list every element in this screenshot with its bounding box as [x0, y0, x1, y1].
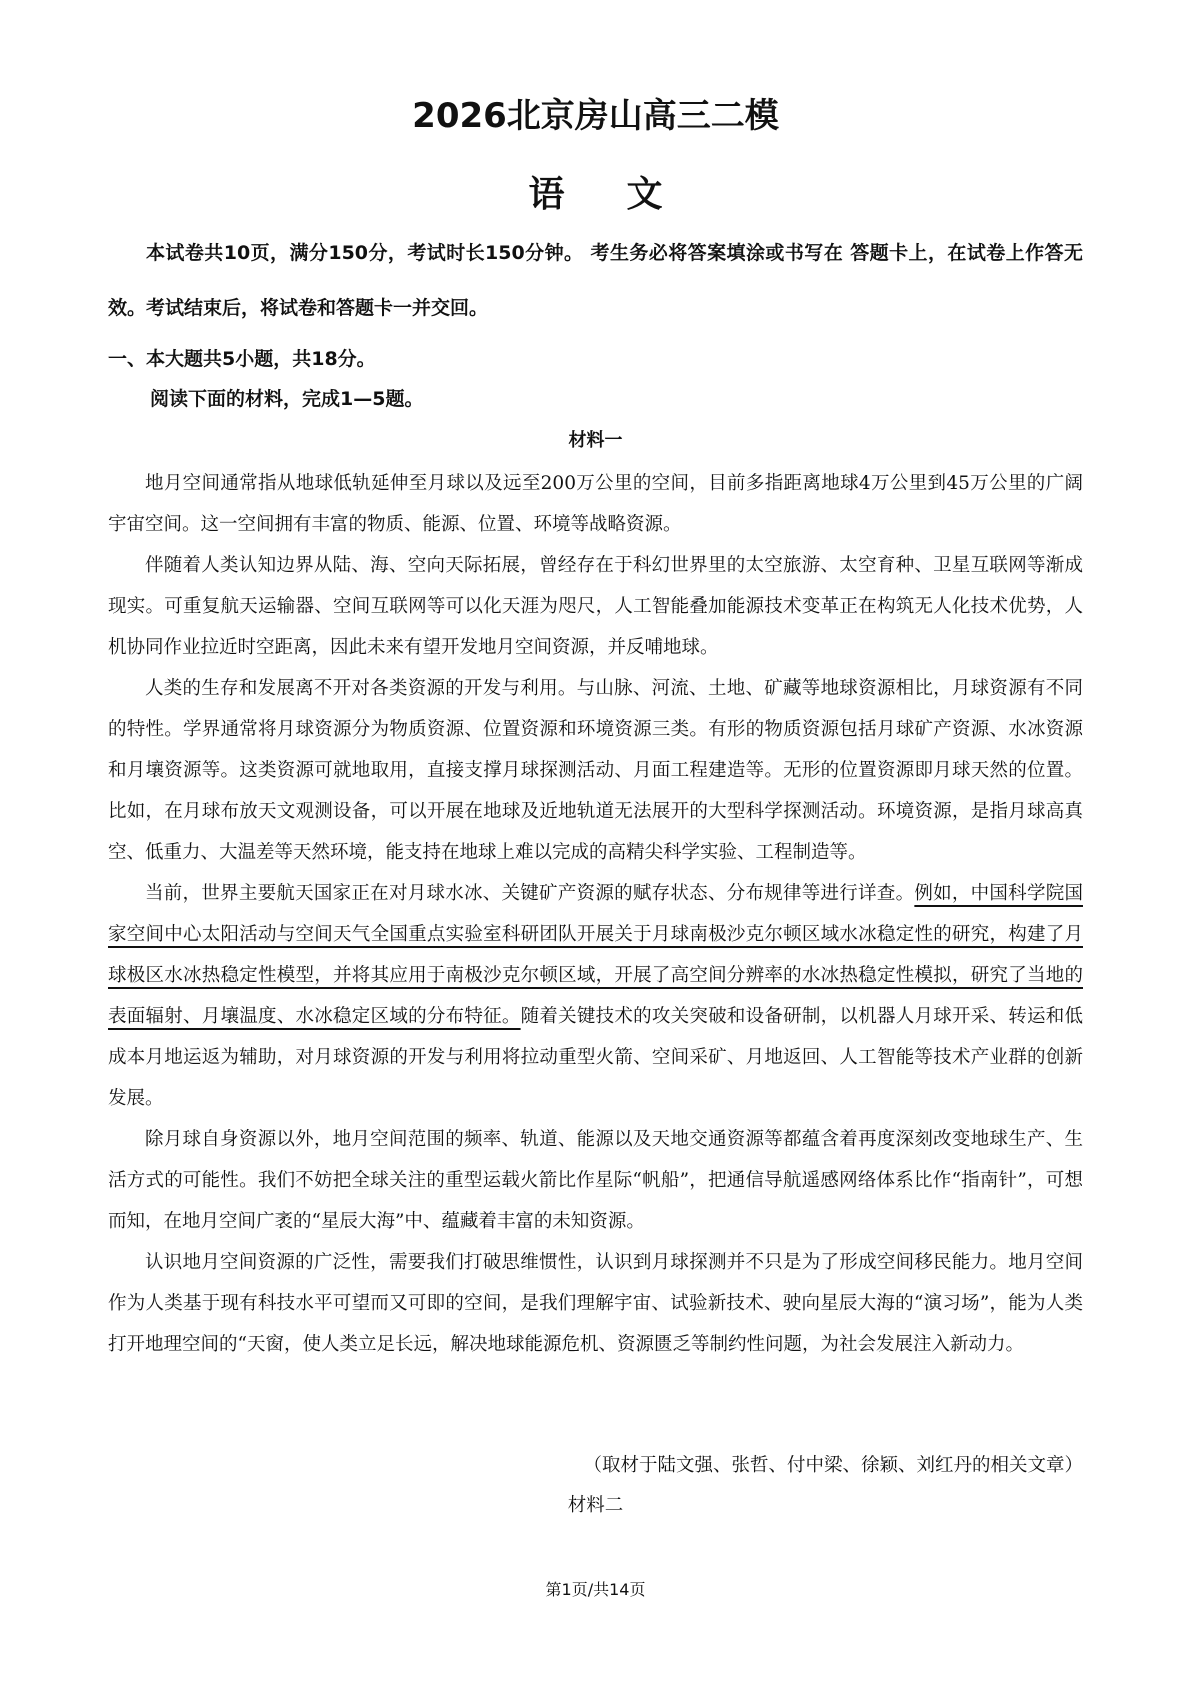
- section-subheading: 阅读下面的材料，完成1—5题。: [150, 388, 424, 410]
- source-citation: （取材于陆文强、张哲、付中梁、徐颖、刘红丹的相关文章）: [583, 1455, 1083, 1476]
- material-two-title: 材料二: [567, 1495, 624, 1516]
- paragraph: 伴随着人类认知边界从陆、海、空向天际拓展，曾经存在于科幻世界里的太空旅游、太空育种、卫星互联网等渐成现实。可重复航天运输器、空间互联网等可以化天涯为咫尺，人工智能叠加能源技术变革正在构筑无人化技术优势，人机协同作业拉近时空距离，因此未来有望开发地月空间资源，并反哺地球。: [108, 555, 1083, 658]
- exam-title: 2026北京房山高三二模: [412, 96, 779, 136]
- subject-title: 语文: [528, 173, 725, 215]
- paragraph: 除月球自身资源以外，地月空间范围的频率、轨道、能源以及天地交通资源等都蕴含着再度深刻改变地球生产、生活方式的可能性。我们不妨把全球关注的重型运载火箭比作星际“帆船”，把通信导航遥感网络体系比作“指南针”，可想而知，在地月空间广袤的“星辰大海”中、蕴藏着丰富的未知资源。: [108, 1129, 1083, 1232]
- underlined-passage: 例如，中国科学院国家空间中心太阳活动与空间天气全国重点实验室科研团队开展关于月球南极沙克尔顿区域水冰稳定性的研究，构建了月球极区水冰热稳定性模型，并将其应用于南极沙克尔顿区域，开展了高空间分辨率的水冰热稳定性模拟，研究了当地的表面辐射、月壤温度、水冰稳定区域的分布特征。: [108, 883, 1083, 1027]
- exam-instructions: 本试卷共10页，满分150分，考试时长150分钟。 考生务必将答案填涂或书写在 答题卡上，在试卷上作答无效。考试结束后，将试卷和答题卡一并交回。: [108, 242, 1083, 319]
- paragraph-text: 随着关键技术的攻关突破和设备研制，以机器人月球开采、转运和低成本月地运返为辅助，对月球资源的开发与利用将拉动重型火箭、空间采矿、月地返回、人工智能等技术产业群的创新发展。: [108, 1006, 1083, 1109]
- paragraph-text: 当前，世界主要航天国家正在对月球水冰、关键矿产资源的赋存状态、分布规律等进行详查。: [145, 883, 915, 904]
- page-number: 第1页/共14页: [545, 1580, 646, 1599]
- paragraph: 地月空间通常指从地球低轨延伸至月球以及远至200万公里的空间，目前多指距离地球4万公里到45万公里的广阔宇宙空间。这一空间拥有丰富的物质、能源、位置、环境等战略资源。: [108, 473, 1083, 535]
- paragraph-with-underline: [108, 873, 1083, 1119]
- paragraph: 人类的生存和发展离不开对各类资源的开发与利用。与山脉、河流、土地、矿藏等地球资源相比，月球资源有不同的特性。学界通常将月球资源分为物质资源、位置资源和环境资源三类。有形的物质资源包括月球矿产资源、水冰资源和月壤资源等。这类资源可就地取用，直接支撑月球探测活动、月面工程建造等。无形的位置资源即月球天然的位置。比如，在月球布放天文观测设备，可以开展在地球及近地轨道无法展开的大型科学探测活动。环境资源，是指月球高真空、低重力、大温差等天然环境，能支持在地球上难以完成的高精尖科学实验、工程制造等。: [108, 678, 1083, 863]
- paragraph: 认识地月空间资源的广泛性，需要我们打破思维惯性，认识到月球探测并不只是为了形成空间移民能力。地月空间作为人类基于现有科技水平可望而又可即的空间，是我们理解宇宙、试验新技术、驶向星辰大海的“演习场”，能为人类打开地理空间的“天窗，使人类立足长远，解决地球能源危机、资源匮乏等制约性问题，为社会发展注入新动力。: [108, 1252, 1083, 1355]
- section-heading: 一、本大题共5小题，共18分。: [108, 348, 376, 370]
- material-one-title: 材料一: [568, 430, 623, 451]
- material-one-body: [108, 463, 1083, 1365]
